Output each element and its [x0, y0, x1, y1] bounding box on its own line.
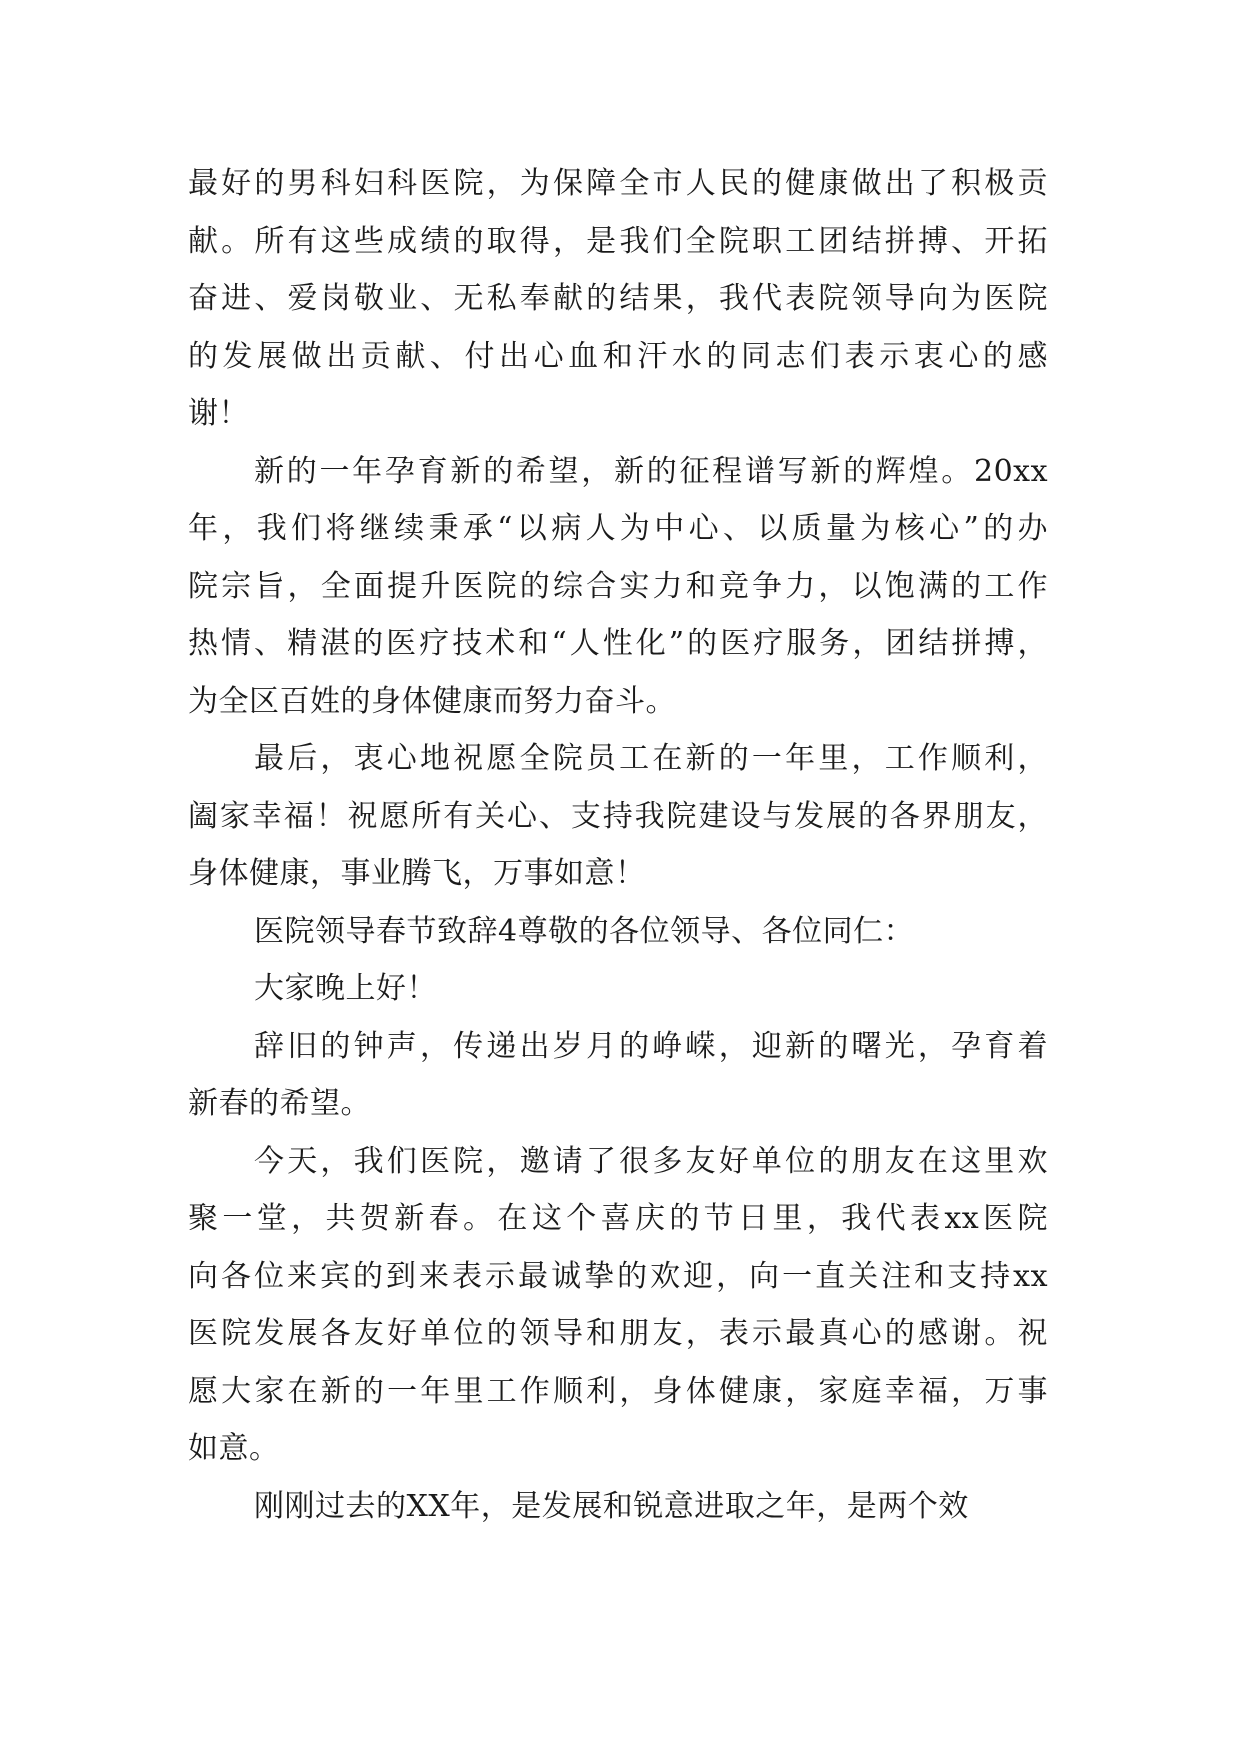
text-line: 最好的男科妇科医院，为保障全市人民的健康做出了积极贡 — [188, 166, 1048, 201]
text-line: 向各位来宾的到来表示最诚挚的欢迎，向一直关注和支持xx — [188, 1258, 1048, 1294]
text-line: 热情、精湛的医疗技术和“人性化”的医疗服务，团结拼搏， — [188, 626, 1048, 661]
text-line: 新的一年孕育新的希望，新的征程谱写新的辉煌。20xx — [254, 453, 1048, 489]
text-line: 医院发展各友好单位的领导和朋友，表示最真心的感谢。祝 — [188, 1316, 1048, 1351]
text-line: 奋进、爱岗敬业、无私奉献的结果，我代表院领导向为医院 — [188, 281, 1048, 316]
paragraph — [188, 1478, 1048, 1536]
text-line: 院宗旨，全面提升医院的综合实力和竞争力，以饱满的工作 — [188, 568, 1048, 604]
paragraph — [188, 443, 1048, 731]
text-line: 为全区百姓的身体健康而努力奋斗。 — [188, 683, 676, 719]
text-line: 谢！ — [188, 396, 249, 431]
text-line: 辞旧的钟声，传递出岁月的峥嵘，迎新的曙光，孕育着 — [254, 1028, 1048, 1064]
paragraph — [188, 1133, 1048, 1478]
text-line: 最后，衷心地祝愿全院员工在新的一年里，工作顺利， — [254, 741, 1048, 776]
paragraph — [188, 730, 1048, 903]
document-body — [188, 155, 1048, 1535]
text-line: 新春的希望。 — [188, 1086, 371, 1121]
text-line: 如意。 — [188, 1431, 280, 1466]
paragraph — [188, 960, 1048, 1018]
text-line: 年，我们将继续秉承“以病人为中心、以质量为核心”的办 — [188, 511, 1048, 546]
paragraph — [188, 1018, 1048, 1133]
text-line: 身体健康，事业腾飞，万事如意！ — [188, 856, 646, 891]
text-line: 今天，我们医院，邀请了很多友好单位的朋友在这里欢 — [254, 1143, 1048, 1179]
text-line: 聚一堂，共贺新春。在这个喜庆的节日里，我代表xx医院 — [188, 1201, 1048, 1236]
text-line: 愿大家在新的一年里工作顺利，身体健康，家庭幸福，万事 — [188, 1373, 1048, 1409]
text-line: 刚刚过去的XX年，是发展和锐意进取之年，是两个效 — [254, 1488, 969, 1524]
text-line: 医院领导春节致辞4尊敬的各位领导、各位同仁： — [254, 913, 915, 949]
paragraph — [188, 155, 1048, 443]
text-line: 的发展做出贡献、付出心血和汗水的同志们表示衷心的感 — [188, 338, 1048, 374]
paragraph — [188, 903, 1048, 961]
text-line: 阖家幸福！祝愿所有关心、支持我院建设与发展的各界朋友， — [188, 798, 1048, 834]
text-line: 献。所有这些成绩的取得，是我们全院职工团结拼搏、开拓 — [188, 223, 1048, 259]
text-line: 大家晚上好！ — [254, 971, 437, 1006]
